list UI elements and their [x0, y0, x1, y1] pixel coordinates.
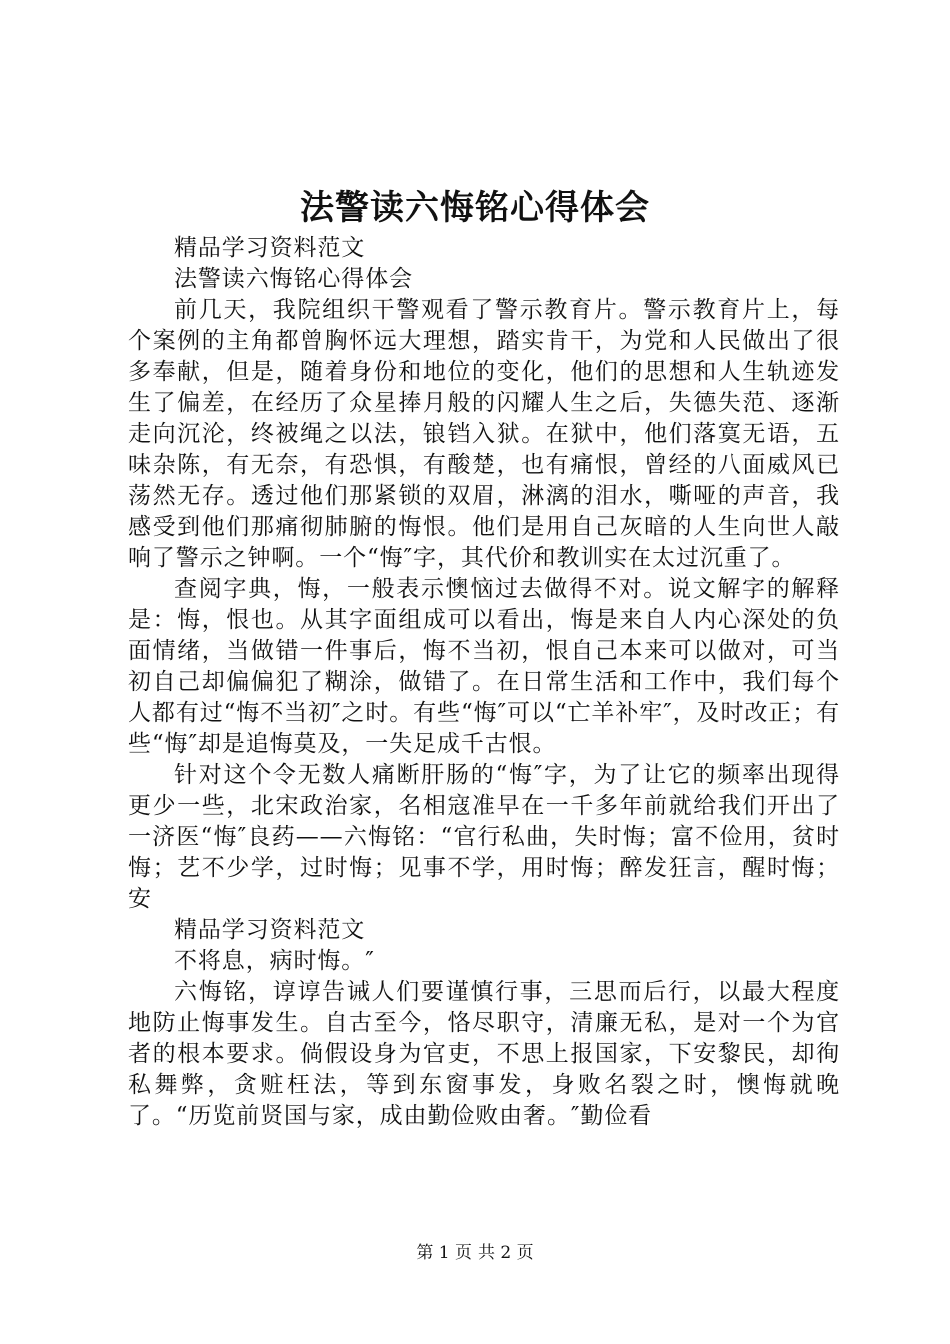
- page-footer: [0, 1241, 950, 1265]
- paragraph-continuation: 不将息，病时悔。″: [174, 948, 375, 974]
- paragraph-header-label: 精品学习资料范文: [174, 235, 366, 261]
- paragraph-subtitle: 法警读六悔铭心得体会: [174, 266, 413, 292]
- paragraph-six-regrets: 针对这个令无数人痛断肝肠的“悔″字，为了让它的频率出现得更少一些，北宋政治家，名相寇准早在一千多年前就给我们开出了一济医“悔″良药——六悔铭：“官行私曲，失时悔；富不俭用，贫时悔；艺不少学，过时悔；见事不学，用时悔；醉发狂言，醒时悔；安: [128, 762, 840, 912]
- paragraph-conclusion: 六悔铭，谆谆告诫人们要谨慎行事，三思而后行，以最大程度地防止悔事发生。自古至今，恪尽职守，清廉无私，是对一个为官者的根本要求。倘假设身为官吏，不思上报国家，下安黎民，却徇私舞弊，贪赃枉法，等到东窗事发，身败名裂之时，懊悔就晚了。“历览前贤国与家，成由勤俭败由奢。″勤俭看: [128, 979, 840, 1129]
- paragraph-definition: 查阅字典，悔，一般表示懊恼过去做得不对。说文解字的解释是：悔，恨也。从其字面组成可以看出，悔是来自人内心深处的负面情绪，当做错一件事后，悔不当初，恨自己本来可以做对，可当初自己却偏偏犯了糊涂，做错了。在日常生活和工作中，我们每个人都有过“悔不当初″之时。有些“悔″可以“亡羊补牢″，及时改正；有些“悔″却是追悔莫及，一失足成千古恨。: [128, 576, 840, 757]
- paragraph-intro: 前几天，我院组织干警观看了警示教育片。警示教育片上，每个案例的主角都曾胸怀远大理想，踏实肯干，为党和人民做出了很多奉献，但是，随着身份和地位的变化，他们的思想和人生轨迹发生了偏差，在经历了众星捧月般的闪耀人生之后，失德失范、逐渐走向沉沦，终被绳之以法，锒铛入狱。在狱中，他们落寞无语，五味杂陈，有无奈，有恐惧，有酸楚，也有痛恨，曾经的八面威风已荡然无存。透过他们那紧锁的双眉，淋漓的泪水，嘶哑的声音，我感受到他们那痛彻肺腑的悔恨。他们是用自己灰暗的人生向世人敲响了警示之钟啊。一个“悔″字，其代价和教训实在太过沉重了。: [128, 297, 840, 571]
- document-title: 法警读六悔铭心得体会: [300, 188, 650, 228]
- page-number: 第 1 页: [416, 1243, 472, 1263]
- page-total: 共 2 页: [478, 1243, 534, 1263]
- document-body: [128, 233, 840, 1132]
- paragraph-header-label-repeat: 精品学习资料范文: [174, 917, 366, 943]
